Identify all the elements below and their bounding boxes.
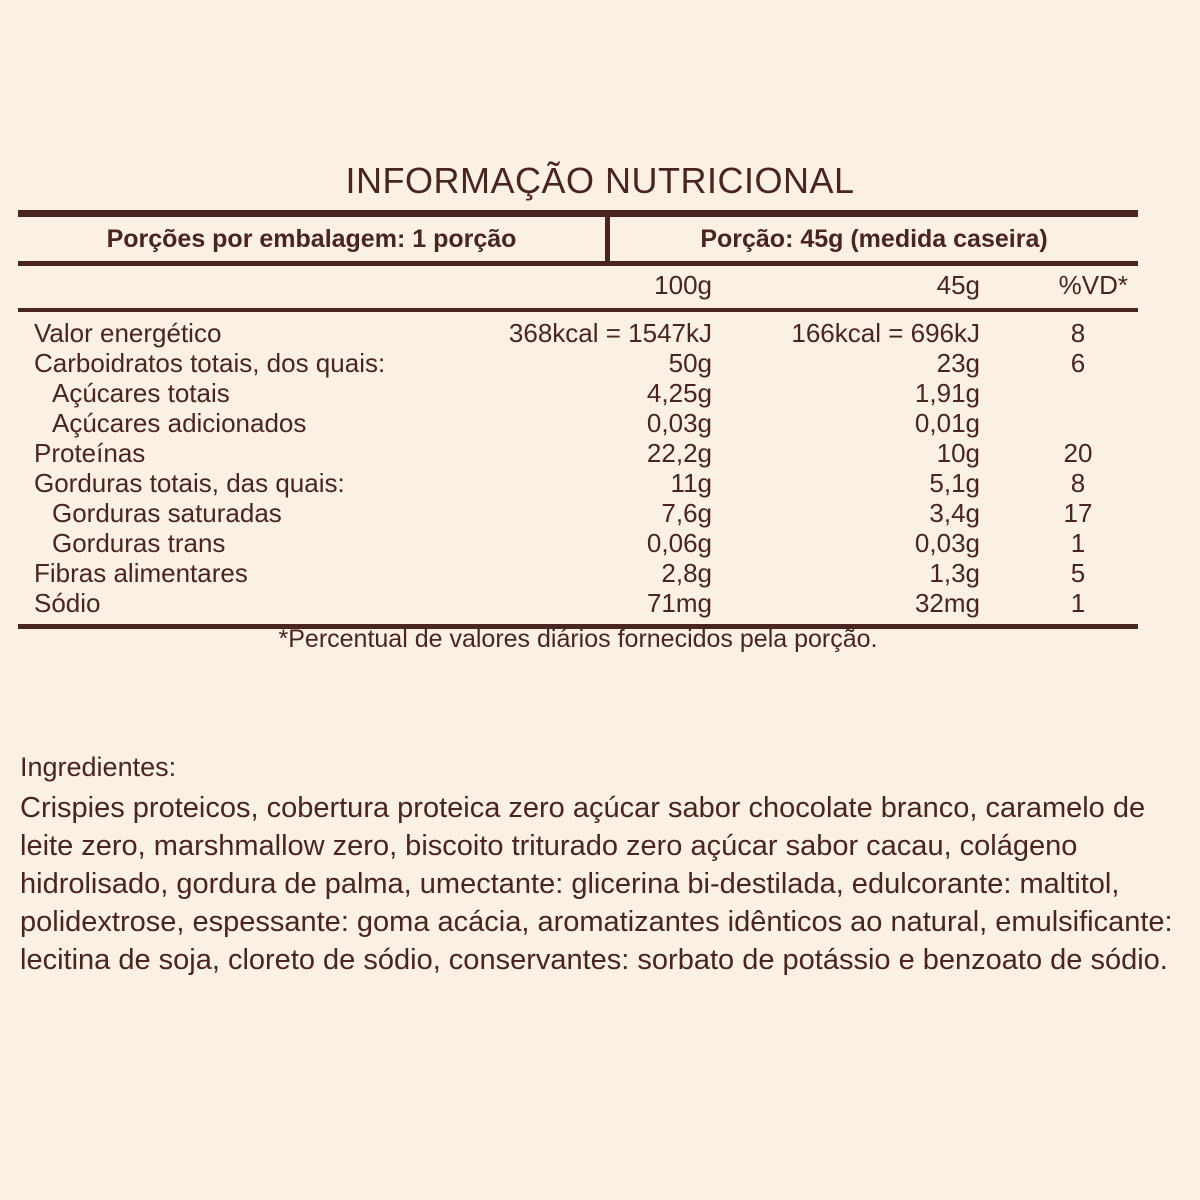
value-per-portion: 3,4g	[929, 498, 980, 528]
table-row	[18, 318, 1138, 348]
value-per-100g: 2,8g	[661, 558, 712, 588]
table-row	[18, 468, 1138, 498]
value-daily-percent: 17	[1063, 498, 1093, 528]
value-per-portion: 0,03g	[914, 528, 980, 558]
ingredients-heading: Ingredientes:	[20, 752, 177, 782]
nutrient-name: Gorduras trans	[52, 528, 226, 558]
value-per-portion: 166kcal = 696kJ	[791, 318, 980, 348]
value-per-portion: 32mg	[914, 588, 980, 618]
value-per-100g: 7,6g	[661, 498, 712, 528]
table-row	[18, 438, 1138, 468]
value-per-100g: 4,25g	[646, 378, 712, 408]
value-per-100g: 368kcal = 1547kJ	[508, 318, 712, 348]
value-per-portion: 23g	[936, 348, 980, 378]
value-per-portion: 0,01g	[914, 408, 980, 438]
nutrient-name: Proteínas	[34, 438, 146, 468]
table-row	[18, 498, 1138, 528]
ingredients-text: Crispies proteicos, cobertura proteica zero açúcar sabor chocolate branco, caramelo de leite zero, marshmallow zero, biscoito triturado zero açúcar sabor cacau, colágeno hidrolisado, gordura de palma, umectante: glicerina bi-destilada, edulcorante: maltitol, polidextrose, espessante: goma acácia, aromatizantes idênticos ao natural, emulsificante: lecitina de soja, cloreto de sódio, conservantes: sorbato de potássio e benzoato de sódio.	[20, 792, 1173, 976]
nutrient-name: Açúcares totais	[52, 378, 230, 408]
value-per-100g: 50g	[668, 348, 712, 378]
nutrient-name: Gorduras saturadas	[52, 498, 282, 528]
table-row	[18, 378, 1138, 408]
value-per-portion: 1,3g	[929, 558, 980, 588]
serving-size: Porção: 45g (medida caseira)	[700, 224, 1048, 253]
value-per-portion: 5,1g	[929, 468, 980, 498]
page-title: INFORMAÇÃO NUTRICIONAL	[345, 160, 855, 201]
value-per-100g: 71mg	[646, 588, 712, 618]
value-daily-percent: 1	[1070, 588, 1086, 618]
value-daily-percent: 8	[1070, 318, 1086, 348]
serving-header-row	[18, 217, 1138, 261]
value-daily-percent: 6	[1070, 348, 1086, 378]
table-row	[18, 408, 1138, 438]
table-row	[18, 348, 1138, 378]
value-per-100g: 22,2g	[646, 438, 712, 468]
table-top-rule	[18, 210, 1138, 217]
value-per-portion: 1,91g	[914, 378, 980, 408]
column-header-row	[18, 266, 1138, 308]
value-per-100g: 11g	[670, 468, 712, 498]
nutrient-name: Gorduras totais, das quais:	[34, 468, 345, 498]
column-header-per-portion: 45g	[936, 270, 980, 300]
value-daily-percent: 20	[1063, 438, 1093, 468]
column-header-per-100g: 100g	[654, 270, 712, 300]
value-daily-percent: 1	[1070, 528, 1086, 558]
table-row	[18, 588, 1138, 618]
column-header-daily-value: %VD*	[1058, 270, 1128, 300]
value-per-100g: 0,06g	[646, 528, 712, 558]
nutrition-facts-table	[18, 210, 1138, 629]
daily-value-footnote: *Percentual de valores diários fornecidos pela porção.	[278, 625, 878, 653]
nutrient-name: Valor energético	[34, 318, 222, 348]
value-daily-percent: 5	[1070, 558, 1086, 588]
nutrient-name: Carboidratos totais, dos quais:	[34, 348, 386, 378]
ingredients-section	[20, 752, 1180, 979]
value-per-100g: 0,03g	[646, 408, 712, 438]
nutrient-name: Açúcares adicionados	[52, 408, 307, 438]
value-daily-percent: 8	[1070, 468, 1086, 498]
nutrient-name: Fibras alimentares	[34, 558, 248, 588]
servings-per-package: Porções por embalagem: 1 porção	[106, 224, 517, 253]
value-per-portion: 10g	[936, 438, 980, 468]
table-row	[18, 528, 1138, 558]
nutrient-name: Sódio	[34, 588, 101, 618]
nutrition-rows	[18, 312, 1138, 624]
table-row	[18, 558, 1138, 588]
